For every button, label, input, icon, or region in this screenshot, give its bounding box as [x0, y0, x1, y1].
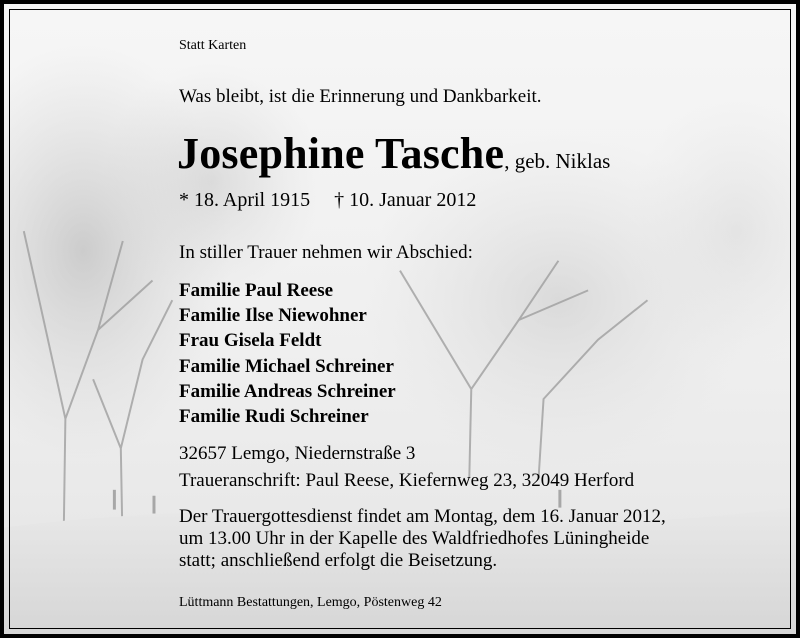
list-item: Familie Rudi Schreiner: [179, 406, 369, 428]
birth-date: * 18. April 1915: [179, 189, 311, 211]
cross-icon: †: [334, 189, 345, 211]
residence-address: 32657 Lemgo, Niedernstraße 3: [179, 443, 416, 464]
statt-karten-label: Statt Karten: [179, 38, 247, 53]
birth-name: , geb. Niklas: [504, 149, 611, 173]
mourning-intro: In stiller Trauer nehmen wir Abschied:: [179, 242, 473, 263]
deceased-name-line: [177, 128, 610, 179]
deceased-name: Josephine Tasche: [177, 129, 505, 178]
list-item: Familie Ilse Niewohner: [179, 305, 367, 327]
condolence-address: Traueranschrift: Paul Reese, Kiefernweg 23, 32049 Herford: [179, 470, 635, 491]
life-dates: [179, 189, 476, 212]
list-item: Frau Gisela Feldt: [179, 330, 322, 352]
service-announcement: [179, 506, 764, 572]
motto: Was bleibt, ist die Erinnerung und Dankbarkeit.: [179, 86, 542, 107]
service-line-2: um 13.00 Uhr in der Kapelle des Waldfriedhofes Lüningheide: [179, 528, 650, 549]
death-date: 10. Januar 2012: [349, 189, 477, 211]
undertaker-footer: Lüttmann Bestattungen, Lemgo, Pöstenweg 42: [179, 595, 442, 610]
list-item: Familie Michael Schreiner: [179, 355, 394, 377]
list-item: Familie Andreas Schreiner: [179, 380, 396, 402]
list-item: Familie Paul Reese: [179, 280, 334, 301]
obituary-text: [4, 4, 796, 634]
service-line-3: statt; anschließend erfolgt die Beisetzung.: [179, 550, 498, 571]
mourners-list: [179, 278, 396, 429]
service-line-1: Der Trauergottesdienst findet am Montag, dem 16. Januar 2012,: [179, 506, 666, 527]
